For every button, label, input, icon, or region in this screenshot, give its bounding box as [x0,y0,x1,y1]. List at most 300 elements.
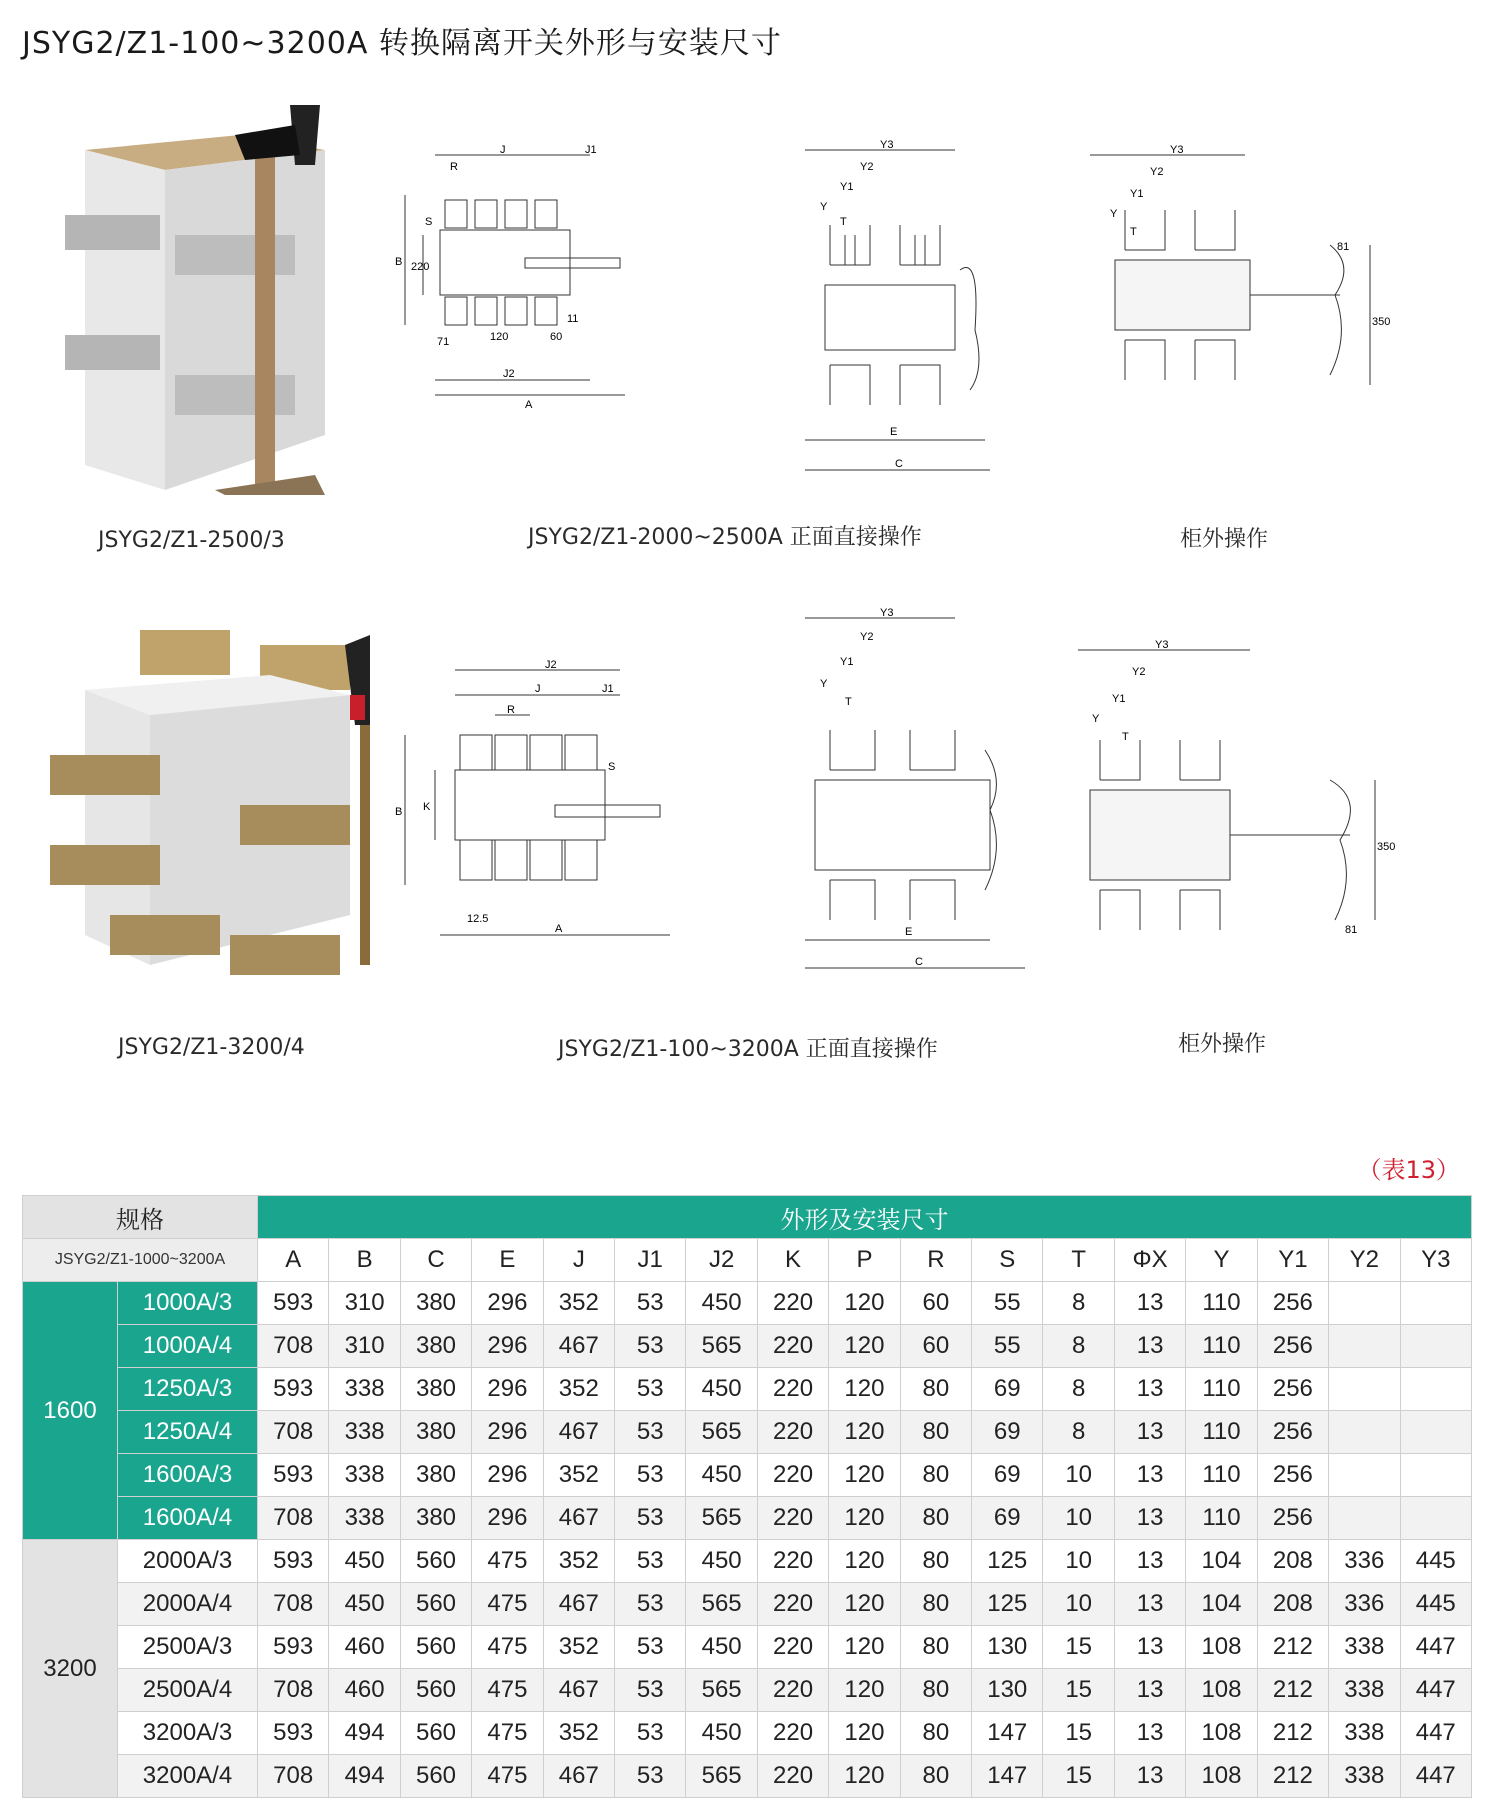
value-cell: 208 [1257,1540,1328,1583]
table-row [23,1282,1472,1325]
label-C: C [895,458,903,470]
caption-cabinet-row1: 柜外操作 [1180,527,1269,552]
value-cell: 460 [329,1669,400,1712]
value-cell: 336 [1329,1583,1400,1626]
value-cell: 120 [829,1712,900,1755]
column-header: Y [1186,1239,1257,1282]
value-cell: 560 [400,1626,471,1669]
value-cell: 80 [900,1540,971,1583]
value-cell: 475 [472,1540,543,1583]
value-cell: 13 [1114,1540,1185,1583]
table-number-note: （表13） [1357,1156,1460,1184]
value-cell: 13 [1114,1325,1185,1368]
value-cell: 296 [472,1497,543,1540]
label-J: J [535,683,541,695]
value-cell: 13 [1114,1626,1185,1669]
column-header: K [757,1239,828,1282]
value-cell: 220 [757,1411,828,1454]
label-Y: Y [820,678,828,690]
label-S: S [608,761,616,773]
label-T: T [840,216,847,228]
value-cell: 450 [686,1454,757,1497]
value-cell: 110 [1186,1454,1257,1497]
column-header: J [543,1239,614,1282]
value-cell: 352 [543,1540,614,1583]
column-header: J1 [615,1239,686,1282]
value-cell: 560 [400,1540,471,1583]
caption-photo-3200-4: JSYG2/Z1-3200/4 [118,1035,305,1060]
value-cell: 338 [329,1368,400,1411]
value-cell: 560 [400,1755,471,1798]
value-cell: 256 [1257,1497,1328,1540]
value-cell: 80 [900,1454,971,1497]
value-cell [1329,1411,1400,1454]
caption-cabinet-row2: 柜外操作 [1178,1032,1267,1057]
group-cell: 3200 [23,1540,118,1798]
label-T: T [1122,731,1129,743]
label-11: 11 [567,313,579,325]
label-C: C [915,956,923,968]
value-cell: 13 [1114,1411,1185,1454]
model-label: JSYG2/Z1-1000~3200A [23,1239,258,1282]
value-cell: 130 [972,1669,1043,1712]
value-cell: 110 [1186,1411,1257,1454]
column-header: Y3 [1400,1239,1472,1282]
value-cell: 220 [757,1497,828,1540]
value-cell: 220 [757,1626,828,1669]
value-cell: 208 [1257,1583,1328,1626]
value-cell: 8 [1043,1368,1114,1411]
spec-cell: 1600A/3 [118,1454,258,1497]
label-Y3: Y3 [1170,144,1184,156]
value-cell: 380 [400,1282,471,1325]
value-cell: 13 [1114,1497,1185,1540]
value-cell: 220 [757,1669,828,1712]
label-Y1: Y1 [1130,188,1144,200]
value-cell: 352 [543,1454,614,1497]
value-cell: 60 [900,1282,971,1325]
value-cell: 708 [258,1325,329,1368]
value-cell: 120 [829,1368,900,1411]
table-row [23,1712,1472,1755]
value-cell: 467 [543,1325,614,1368]
value-cell: 80 [900,1583,971,1626]
value-cell [1329,1325,1400,1368]
value-cell: 352 [543,1282,614,1325]
value-cell: 256 [1257,1411,1328,1454]
side-drawing-row2 [800,607,1040,975]
label-Y: Y [1110,208,1118,220]
value-cell: 338 [329,1411,400,1454]
value-cell: 120 [829,1282,900,1325]
value-cell: 120 [829,1411,900,1454]
label-A: A [525,399,533,411]
value-cell: 80 [900,1626,971,1669]
table-row [23,1583,1472,1626]
value-cell: 593 [258,1282,329,1325]
value-cell: 593 [258,1454,329,1497]
value-cell: 53 [615,1497,686,1540]
value-cell: 108 [1186,1669,1257,1712]
label-J2: J2 [503,368,515,380]
value-cell: 296 [472,1282,543,1325]
value-cell: 256 [1257,1368,1328,1411]
label-350: 350 [1377,841,1396,853]
label-K: K [423,801,431,813]
value-cell: 475 [472,1669,543,1712]
label-71: 71 [437,336,450,348]
front-drawing-100-3200 [395,660,695,960]
value-cell: 220 [757,1325,828,1368]
value-cell: 53 [615,1540,686,1583]
value-cell: 15 [1043,1626,1114,1669]
value-cell: 53 [615,1626,686,1669]
label-Y1: Y1 [840,181,854,193]
value-cell: 130 [972,1626,1043,1669]
cabinet-drawing-row1 [1085,144,1391,420]
label-81: 81 [1337,241,1350,253]
label-60: 60 [550,331,563,343]
label-R: R [450,161,458,173]
value-cell: 467 [543,1583,614,1626]
value-cell: 147 [972,1712,1043,1755]
label-Y3: Y3 [880,139,894,151]
column-header: T [1043,1239,1114,1282]
value-cell: 708 [258,1497,329,1540]
value-cell: 212 [1257,1669,1328,1712]
value-cell: 565 [686,1755,757,1798]
value-cell: 338 [1329,1669,1400,1712]
column-header: ΦX [1114,1239,1185,1282]
spec-cell: 1250A/4 [118,1411,258,1454]
value-cell: 69 [972,1454,1043,1497]
page-title: JSYG2/Z1-100~3200A 转换隔离开关外形与安装尺寸 [22,26,782,61]
product-photo-2500-3 [55,105,365,495]
value-cell: 13 [1114,1583,1185,1626]
value-cell: 220 [757,1540,828,1583]
value-cell: 447 [1400,1755,1472,1798]
value-cell: 69 [972,1411,1043,1454]
value-cell: 53 [615,1411,686,1454]
value-cell: 8 [1043,1325,1114,1368]
value-cell: 110 [1186,1282,1257,1325]
value-cell: 212 [1257,1755,1328,1798]
value-cell: 338 [329,1454,400,1497]
column-header: P [829,1239,900,1282]
value-cell: 565 [686,1497,757,1540]
label-J1: J1 [602,683,614,695]
value-cell: 380 [400,1368,471,1411]
value-cell: 338 [1329,1712,1400,1755]
value-cell: 445 [1400,1540,1472,1583]
value-cell: 593 [258,1368,329,1411]
value-cell: 53 [615,1712,686,1755]
value-cell: 120 [829,1583,900,1626]
value-cell: 104 [1186,1540,1257,1583]
value-cell: 53 [615,1755,686,1798]
label-120: 120 [490,331,509,343]
front-drawing-2000-2500 [395,140,690,410]
spec-header: 规格 [23,1196,258,1239]
value-cell: 110 [1186,1497,1257,1540]
value-cell: 494 [329,1755,400,1798]
value-cell: 494 [329,1712,400,1755]
value-cell [1400,1497,1472,1540]
value-cell: 60 [900,1325,971,1368]
label-S: S [425,216,433,228]
value-cell: 8 [1043,1282,1114,1325]
dim-header: 外形及安装尺寸 [258,1196,1472,1239]
label-T: T [1130,226,1137,238]
column-header: R [900,1239,971,1282]
value-cell: 475 [472,1755,543,1798]
label-Y: Y [820,201,828,213]
value-cell: 380 [400,1411,471,1454]
value-cell: 120 [829,1325,900,1368]
value-cell: 125 [972,1583,1043,1626]
label-12-5: 12.5 [467,913,489,925]
value-cell: 450 [329,1540,400,1583]
label-Y: Y [1092,713,1100,725]
value-cell: 338 [329,1497,400,1540]
value-cell [1400,1411,1472,1454]
product-photo-3200-4 [40,615,370,990]
dimension-table [22,1195,1472,1798]
value-cell: 8 [1043,1411,1114,1454]
table-row [23,1325,1472,1368]
value-cell: 80 [900,1712,971,1755]
value-cell: 447 [1400,1669,1472,1712]
value-cell: 69 [972,1368,1043,1411]
value-cell: 53 [615,1583,686,1626]
label-Y3: Y3 [880,607,894,619]
value-cell: 450 [686,1712,757,1755]
label-T: T [845,696,852,708]
label-350: 350 [1372,316,1391,328]
value-cell: 708 [258,1669,329,1712]
value-cell: 256 [1257,1282,1328,1325]
value-cell: 380 [400,1497,471,1540]
value-cell [1329,1282,1400,1325]
value-cell: 256 [1257,1454,1328,1497]
value-cell: 593 [258,1540,329,1583]
value-cell: 120 [829,1497,900,1540]
value-cell: 296 [472,1454,543,1497]
caption-front-2000-2500: JSYG2/Z1-2000~2500A 正面直接操作 [528,525,922,550]
value-cell: 55 [972,1325,1043,1368]
value-cell: 475 [472,1626,543,1669]
value-cell: 708 [258,1583,329,1626]
value-cell: 53 [615,1325,686,1368]
column-header: S [972,1239,1043,1282]
spec-cell: 3200A/4 [118,1755,258,1798]
value-cell: 256 [1257,1325,1328,1368]
label-220: 220 [411,261,430,273]
value-cell: 338 [1329,1626,1400,1669]
label-B: B [395,806,403,818]
value-cell: 220 [757,1282,828,1325]
value-cell: 108 [1186,1626,1257,1669]
value-cell: 80 [900,1497,971,1540]
label-B: B [395,256,403,268]
value-cell: 104 [1186,1583,1257,1626]
value-cell: 120 [829,1454,900,1497]
value-cell: 10 [1043,1454,1114,1497]
value-cell: 13 [1114,1368,1185,1411]
value-cell: 450 [329,1583,400,1626]
value-cell: 15 [1043,1755,1114,1798]
table-row [23,1540,1472,1583]
value-cell: 80 [900,1669,971,1712]
value-cell: 53 [615,1669,686,1712]
table-row [23,1497,1472,1540]
value-cell: 220 [757,1368,828,1411]
value-cell: 108 [1186,1755,1257,1798]
column-header: C [400,1239,471,1282]
value-cell [1400,1325,1472,1368]
value-cell: 120 [829,1626,900,1669]
value-cell: 10 [1043,1540,1114,1583]
value-cell: 336 [1329,1540,1400,1583]
value-cell: 220 [757,1755,828,1798]
value-cell: 310 [329,1325,400,1368]
table-row [23,1368,1472,1411]
table-row [23,1755,1472,1798]
spec-cell: 3200A/3 [118,1712,258,1755]
value-cell: 593 [258,1626,329,1669]
value-cell: 450 [686,1626,757,1669]
value-cell: 447 [1400,1712,1472,1755]
value-cell: 108 [1186,1712,1257,1755]
value-cell: 13 [1114,1755,1185,1798]
value-cell: 467 [543,1411,614,1454]
value-cell: 110 [1186,1368,1257,1411]
column-header: B [329,1239,400,1282]
value-cell: 450 [686,1282,757,1325]
value-cell: 467 [543,1669,614,1712]
column-header: Y1 [1257,1239,1328,1282]
value-cell: 147 [972,1755,1043,1798]
value-cell: 475 [472,1712,543,1755]
value-cell: 460 [329,1626,400,1669]
value-cell: 80 [900,1411,971,1454]
value-cell: 565 [686,1325,757,1368]
column-header: J2 [686,1239,757,1282]
value-cell: 467 [543,1497,614,1540]
value-cell: 212 [1257,1712,1328,1755]
value-cell: 13 [1114,1454,1185,1497]
value-cell: 55 [972,1282,1043,1325]
value-cell: 565 [686,1669,757,1712]
value-cell: 80 [900,1368,971,1411]
value-cell: 120 [829,1669,900,1712]
value-cell: 212 [1257,1626,1328,1669]
value-cell: 220 [757,1712,828,1755]
value-cell: 10 [1043,1497,1114,1540]
value-cell: 13 [1114,1669,1185,1712]
value-cell: 708 [258,1411,329,1454]
label-Y1: Y1 [1112,693,1126,705]
label-J: J [500,144,506,156]
value-cell [1329,1368,1400,1411]
value-cell: 13 [1114,1282,1185,1325]
table-row [23,1411,1472,1454]
value-cell: 296 [472,1368,543,1411]
value-cell: 69 [972,1497,1043,1540]
spec-cell: 1600A/4 [118,1497,258,1540]
label-Y2: Y2 [1132,666,1146,678]
label-Y2: Y2 [1150,166,1164,178]
value-cell: 296 [472,1325,543,1368]
value-cell: 560 [400,1583,471,1626]
table-row [23,1626,1472,1669]
value-cell: 593 [258,1712,329,1755]
label-Y1: Y1 [840,656,854,668]
value-cell: 120 [829,1540,900,1583]
value-cell: 380 [400,1454,471,1497]
value-cell: 380 [400,1325,471,1368]
value-cell: 445 [1400,1583,1472,1626]
value-cell: 125 [972,1540,1043,1583]
label-81: 81 [1345,924,1358,936]
value-cell [1400,1454,1472,1497]
value-cell: 708 [258,1755,329,1798]
table-row [23,1669,1472,1712]
value-cell: 53 [615,1282,686,1325]
value-cell: 80 [900,1755,971,1798]
value-cell [1400,1282,1472,1325]
value-cell: 450 [686,1540,757,1583]
column-header: E [472,1239,543,1282]
label-Y3: Y3 [1155,639,1169,651]
label-R: R [507,704,515,716]
label-A: A [555,923,563,935]
spec-cell: 1000A/4 [118,1325,258,1368]
value-cell: 565 [686,1411,757,1454]
value-cell: 352 [543,1368,614,1411]
spec-cell: 1000A/3 [118,1282,258,1325]
value-cell: 447 [1400,1626,1472,1669]
value-cell: 10 [1043,1583,1114,1626]
value-cell: 296 [472,1411,543,1454]
column-header: Y2 [1329,1239,1400,1282]
spec-cell: 1250A/3 [118,1368,258,1411]
value-cell: 110 [1186,1325,1257,1368]
value-cell: 220 [757,1454,828,1497]
value-cell: 352 [543,1712,614,1755]
value-cell: 13 [1114,1712,1185,1755]
spec-cell: 2500A/3 [118,1626,258,1669]
spec-cell: 2000A/3 [118,1540,258,1583]
column-header: A [258,1239,329,1282]
label-J1: J1 [585,144,597,156]
value-cell: 15 [1043,1669,1114,1712]
spec-cell: 2000A/4 [118,1583,258,1626]
value-cell [1400,1368,1472,1411]
side-drawing-row1 [800,140,1000,475]
label-E: E [890,426,898,438]
caption-front-100-3200: JSYG2/Z1-100~3200A 正面直接操作 [558,1037,938,1062]
value-cell: 560 [400,1669,471,1712]
value-cell: 450 [686,1368,757,1411]
label-Y2: Y2 [860,631,874,643]
value-cell: 560 [400,1712,471,1755]
value-cell: 565 [686,1583,757,1626]
value-cell [1329,1454,1400,1497]
cabinet-drawing-row2 [1070,639,1396,950]
value-cell: 467 [543,1755,614,1798]
label-Y2: Y2 [860,161,874,173]
